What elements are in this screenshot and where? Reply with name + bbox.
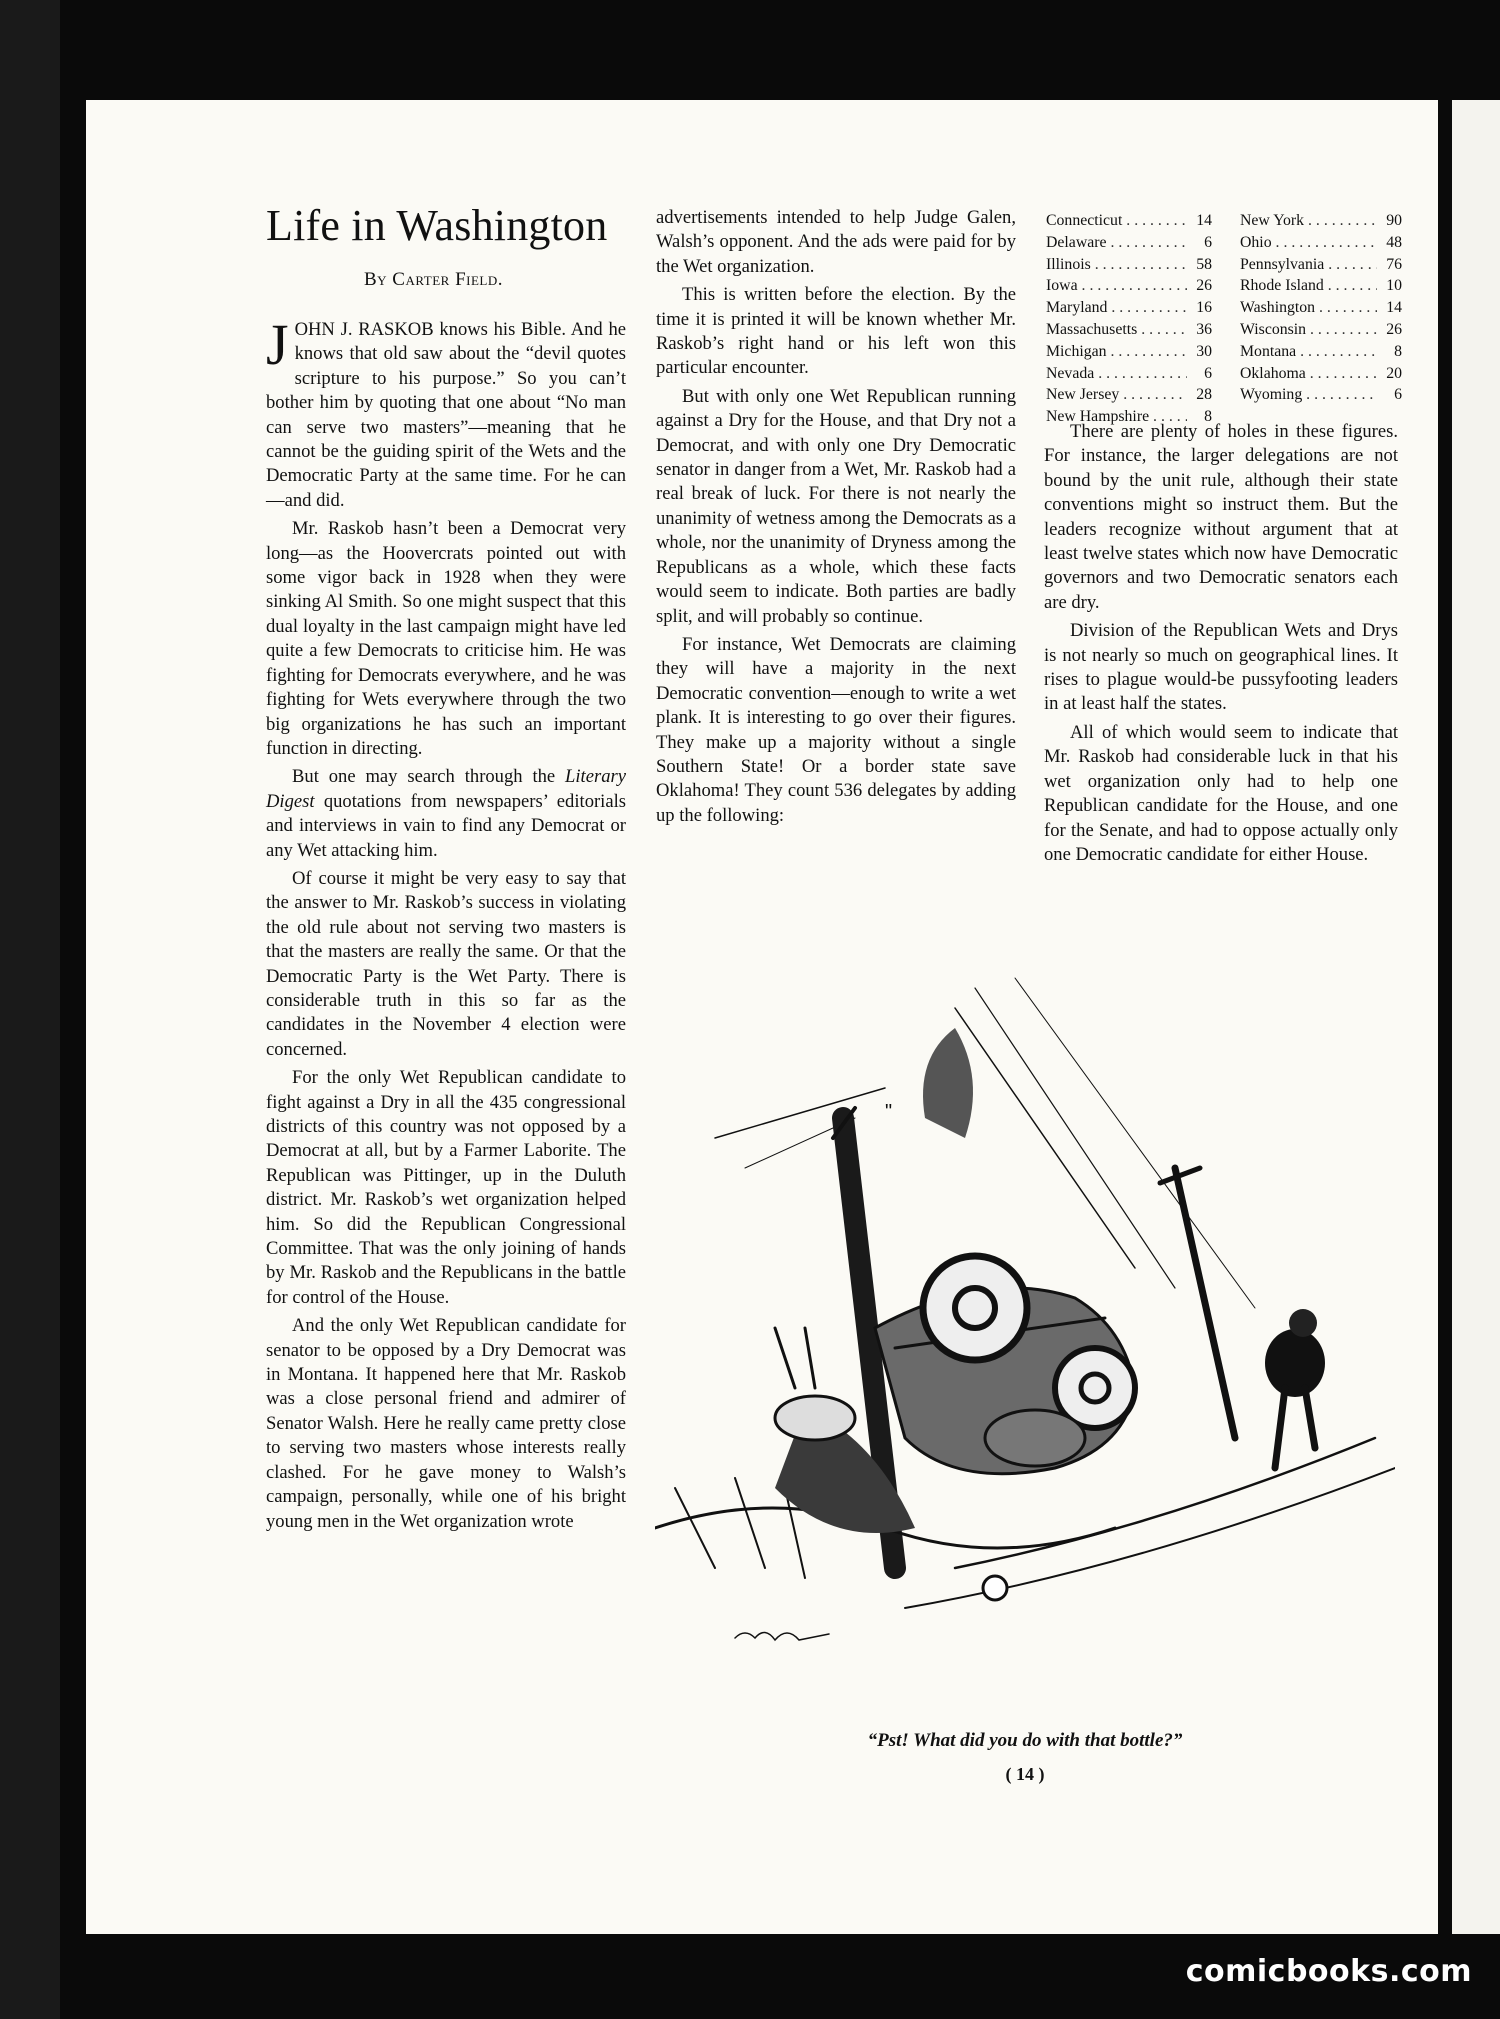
state-name: Montana . . . [1240,341,1377,363]
delegate-count: 26 [1386,320,1402,338]
delegate-count: 90 [1386,212,1402,229]
delegate-count: 14 [1196,212,1212,229]
delegate-row [1046,254,1212,276]
column-1 [266,312,626,1538]
delegate-row [1046,363,1212,385]
state-name: Washington . . . [1240,297,1377,319]
delegate-row [1240,297,1402,319]
state-name: Rhode Island . . . [1240,275,1377,297]
state-name: Pennsylvania . . . [1240,254,1377,276]
state-name: New Hampshire . . . [1046,406,1187,428]
delegate-row [1046,341,1212,363]
paragraph: Of course it might be very easy to say that the answer to Mr. Raskob’s success in violating the old rule about not serving two masters is that the masters are really the same. Or that the Democratic Party is the Wet Party. There is considerable truth in this so far as the candidates in the November 4 election were concerned. [266,867,626,1060]
delegate-count: 48 [1386,233,1402,251]
delegate-count: 8 [1204,408,1212,426]
delegate-count: 14 [1386,299,1402,317]
delegate-row [1046,232,1212,254]
adjacent-page-edge [1452,100,1500,1934]
state-name: Wisconsin . . . [1240,319,1377,341]
state-name: Nevada . . . [1046,363,1187,385]
illustration-caption: “Pst! What did you do with that bottle?” [867,1730,1183,1751]
paragraph: For the only Wet Republican candidate to fight against a Dry in all the 435 congressional districts of this country was not opposed by a Democrat at all, but by a Farmer Laborite. The Republican was Pittinger, up in the Duluth district. Mr. Raskob’s wet organization helped him. So did the Republican Congressional Committee. That was the only joining of hands by Mr. Raskob and the Republicans in the battle for control of the House. [266,1067,626,1308]
state-name: Iowa . . . [1046,275,1187,297]
delegate-row [1046,210,1212,232]
paragraph: Mr. Raskob hasn’t been a Democrat very long—as the Hoovercrats pointed out with some vigor back in 1928 when they were sinking Al Smith. So one might suspect that this dual loyalty in the last campaign might have led quite a few Democrats to criticise him. He was fighting for Democrats everywhere, and he was fighting for Wets everywhere through the two big organizations he has such an important function in directing. [266,518,626,759]
paragraph: But with only one Wet Republican running against a Dry for the House, and that Dry not a Democrat, and with only one Dry Democratic senator in danger from a Wet, Mr. Raskob had a real break of luck. For there is not nearly the unanimity of wetness among the Democrats as a whole, nor the unanimity of Dryness among the Republicans as a whole, which these facts would seem to indicate. Both parties are badly split, and will probably so continue. [656,385,1016,627]
paragraph: There are plenty of holes in these figures. For instance, the larger delegations are not bound by the unit rule, although their state conventions might so instruct them. But the leaders recognize without argument that at least twelve states which now have Democratic governors and two Democratic senators each are dry. [1044,421,1398,613]
delegate-row [1240,341,1402,363]
paragraph: But one may search through the Literary Digest quotations from newspapers’ editorials and interviews in vain to find any Democrat or any Wet attacking him. [266,766,626,861]
state-name: Maryland . . . [1046,297,1187,319]
state-name: Delaware . . . [1046,232,1187,254]
state-name: Massachusetts . . . [1046,319,1187,341]
delegate-count: 30 [1196,342,1212,360]
paragraph: For instance, Wet Democrats are claiming they will have a majority in the next Democratic convention—enough to write a wet plank. It is interesting to go over their figures. They make up a majority without a single Southern State! Or a border state save Oklahoma! They count 536 delegates by adding up the following: [656,633,1016,826]
delegate-count: 58 [1196,255,1212,273]
column-2 [656,206,1016,832]
delegate-count: 36 [1196,320,1212,338]
article-byline: By Carter Field. [364,269,503,290]
delegate-row [1240,232,1402,254]
delegate-count: 10 [1386,277,1402,295]
delegate-count: 28 [1196,386,1212,404]
paragraph: This is written before the election. By the time it is printed it will be known whether Mr. Raskob’s right hand or his left won this particular encounter. [656,284,1016,379]
delegate-count: 8 [1394,342,1402,360]
paragraph: Division of the Republican Wets and Drys is not nearly so much on geographical lines. It rises to plague would-be pussyfooting leaders in at least half the states. [1044,620,1398,715]
delegate-row [1240,254,1402,276]
paragraph: advertisements intended to help Judge Galen, Walsh’s opponent. And the ads were paid for by the Wet organization. [656,207,1016,277]
watermark-logo: comicbooks.com [1185,1954,1472,1989]
drop-cap: J [266,312,289,377]
state-name: Wyoming . . . [1240,384,1377,406]
scan-left-edge [0,0,60,2019]
delegate-count: 20 [1386,364,1402,382]
paragraph: All of which would seem to indicate that Mr. Raskob had considerable luck in that his wet organization only had to help one Republican candidate for the House, and one for the Senate, and had to oppose actually only one Democratic candidate for either House. [1044,721,1398,865]
cartoon-illustration [655,968,1395,1680]
delegate-list-right [1240,210,1402,406]
delegate-count: 26 [1196,277,1212,295]
delegate-row [1046,319,1212,341]
delegate-list-left [1046,210,1212,428]
delegate-count: 6 [1394,386,1402,404]
state-name: Connecticut . . . [1046,210,1187,232]
delegate-row [1240,384,1402,406]
state-name: Oklahoma . . . [1240,363,1377,385]
state-name: New York . . . [1240,210,1377,232]
column-3 [1044,420,1398,871]
delegate-row [1240,275,1402,297]
delegate-count: 76 [1386,255,1402,273]
delegate-row [1240,319,1402,341]
state-name: Illinois . . . [1046,254,1187,276]
delegate-row [1046,275,1212,297]
article-title: Life in Washington [266,201,608,250]
publication-name: Literary Digest [266,766,626,812]
state-name: Ohio . . . [1240,232,1377,254]
state-name: New Jersey . . . [1046,384,1187,406]
delegate-count: 16 [1196,299,1212,317]
delegate-row [1046,384,1212,406]
delegate-count: 6 [1204,364,1212,382]
page-number: ( 14 ) [1005,1764,1045,1784]
delegate-count: 6 [1204,233,1212,251]
delegate-row [1240,363,1402,385]
paragraph: JOHN J. RASKOB knows his Bible. And he knows that old saw about the “devil quotes scripture to his purpose.” So you can’t bother him by quoting that one about “No man can serve two masters”—meaning that he cannot be the guiding spirit of the Wets and the Democratic Party at the same time. For he can—and did. [266,312,626,511]
delegate-row [1240,210,1402,232]
delegate-row [1046,297,1212,319]
svg-text:": " [885,1101,893,1123]
state-name: Michigan . . . [1046,341,1187,363]
paragraph: And the only Wet Republican candidate for senator to be opposed by a Dry Democrat was in Montana. It happened here that Mr. Raskob was a close personal friend and admirer of Senator Walsh. Here he really came pretty close to serving two masters whose interests really clashed. For he gave money to Walsh’s campaign, personally, while one of his bright young men in the Wet organization wrote [266,1315,626,1532]
